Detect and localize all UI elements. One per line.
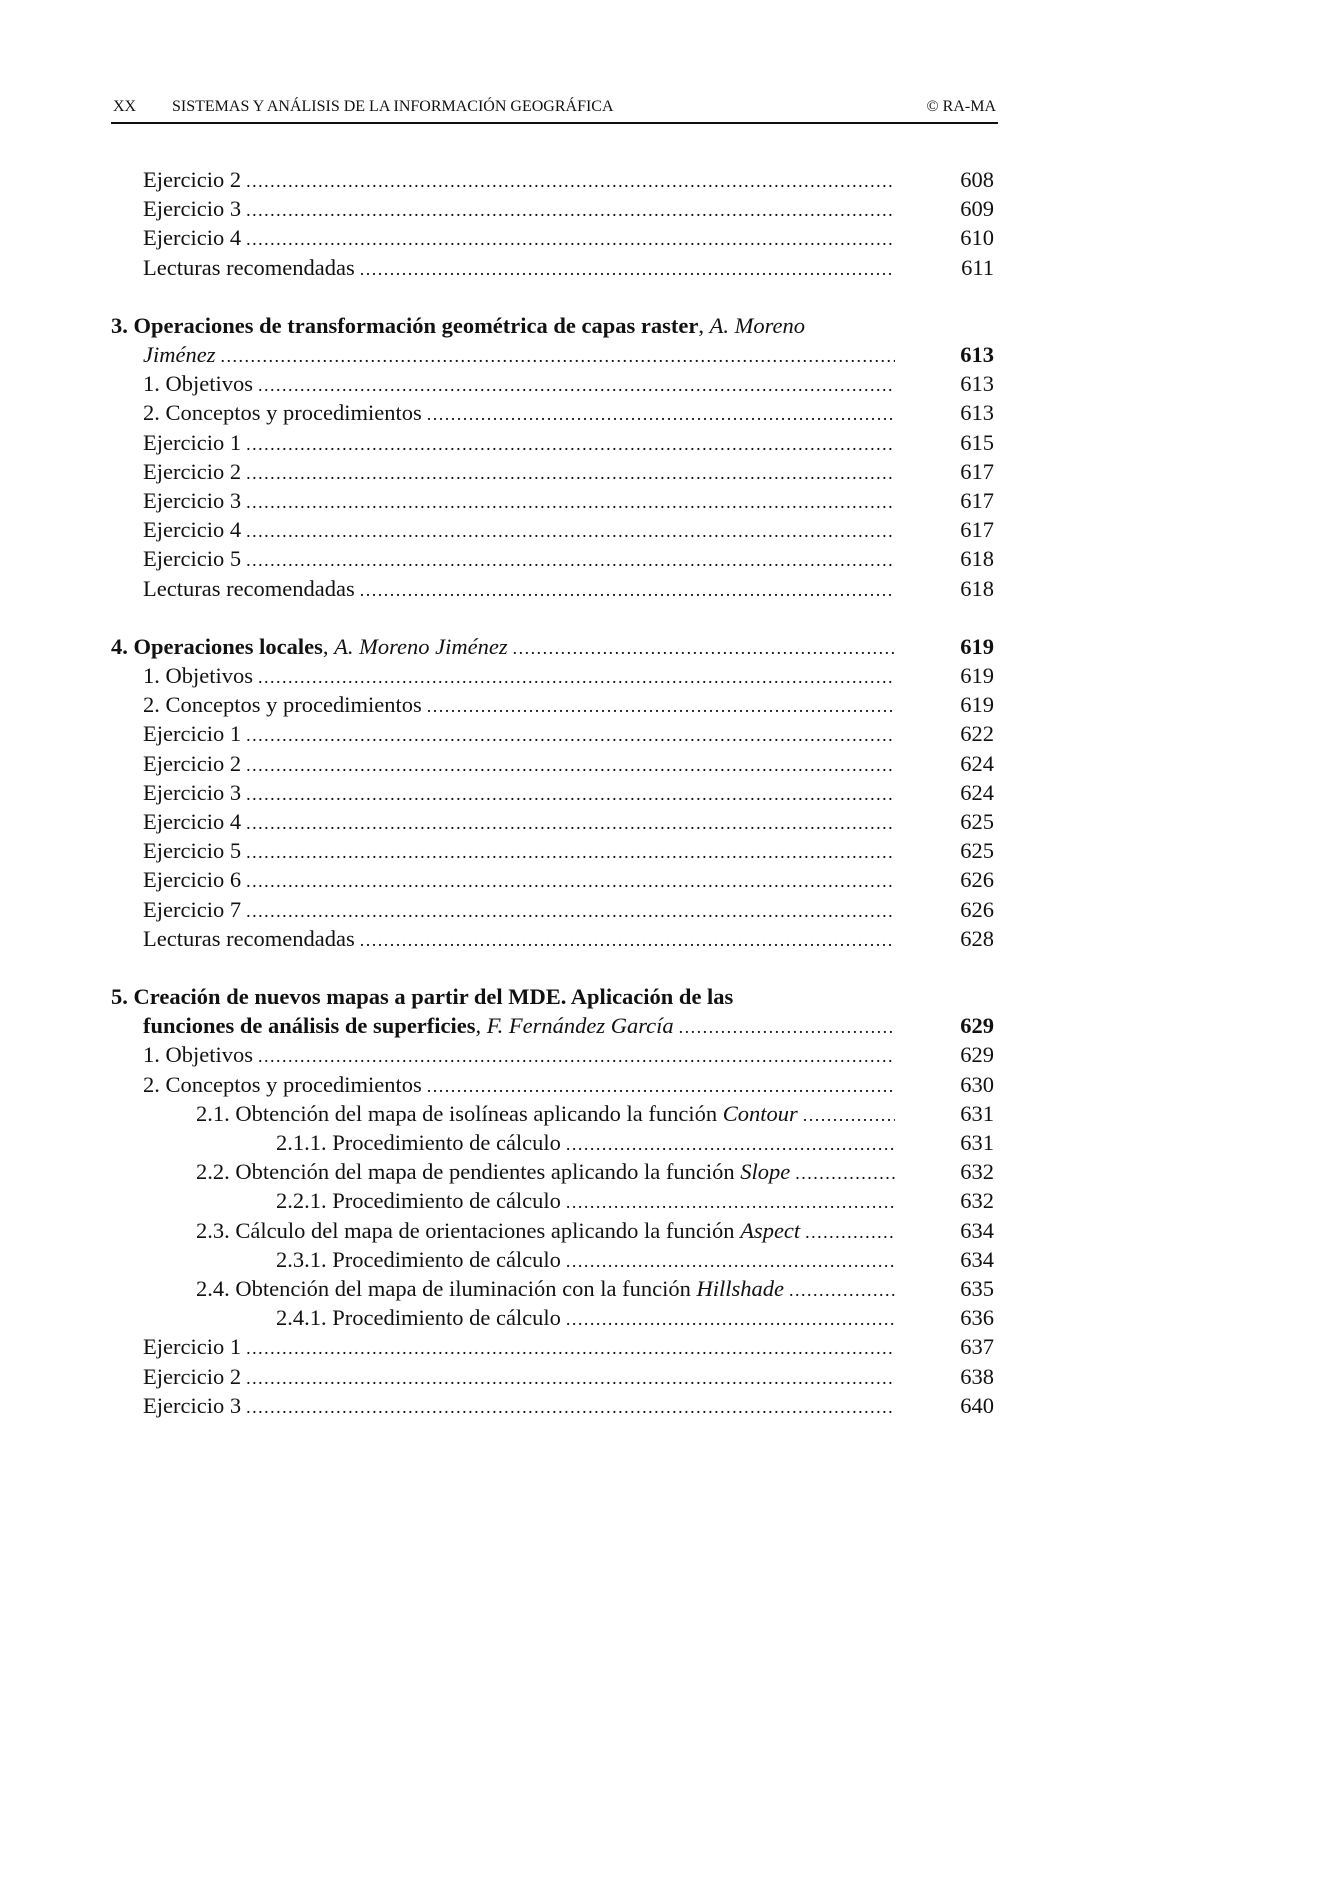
toc-entry-label (143, 223, 241, 252)
toc-line (0, 1303, 1100, 1332)
toc-entry-text: 2.3.1. Procedimiento de cálculo (276, 1246, 561, 1272)
toc-entry-label (276, 1128, 561, 1157)
toc-line (0, 1245, 1100, 1274)
toc-leader-dots (566, 1305, 895, 1334)
toc-line (0, 253, 1100, 282)
toc-page-number: 617 (960, 517, 994, 543)
toc-entry-label (143, 165, 241, 194)
toc-entry-text: Ejercicio 4 (143, 225, 242, 251)
toc-leader-dots (246, 780, 895, 809)
toc-entry-label (111, 982, 733, 1011)
toc-line (0, 1011, 1100, 1040)
toc-entry (143, 719, 895, 748)
toc-page-number: 619 (960, 663, 994, 688)
toc-line (0, 924, 1100, 953)
toc-line (0, 223, 1100, 252)
toc-entry-label (196, 1099, 798, 1128)
toc-entry-text: Ejercicio 1 (143, 1334, 242, 1360)
toc-entry (143, 1332, 895, 1361)
toc-line (0, 690, 1100, 719)
toc-entry-label (143, 719, 241, 748)
toc-line (0, 1216, 1100, 1245)
toc-entry (143, 895, 895, 924)
toc-entry (143, 1011, 895, 1040)
toc-line (0, 778, 1100, 807)
toc-leader-dots (566, 1247, 895, 1276)
toc-entry (111, 982, 895, 1011)
toc-entry (143, 807, 895, 836)
toc-page-number: 613 (960, 371, 994, 397)
toc-entry-text: Ejercicio 4 (143, 517, 242, 543)
toc-entry-text: Ejercicio 5 (143, 546, 242, 572)
toc-entry (143, 340, 895, 369)
toc-leader-dots (803, 1101, 895, 1130)
toc-leader-dots (246, 196, 895, 225)
chapter-author: F. Fernández García (486, 1013, 674, 1039)
toc-line (0, 165, 1100, 194)
toc-page-number: 632 (960, 1188, 994, 1214)
toc-entry-label: 3. Operaciones de transformación geométrica de capas raster, A. Moreno (111, 312, 806, 338)
toc-entry-label (143, 895, 241, 924)
toc-page-number: 609 (960, 196, 994, 222)
toc-page-number: 638 (960, 1363, 994, 1389)
toc-line (0, 632, 1100, 661)
toc-leader-dots (246, 838, 895, 867)
toc-page-number: 613 (960, 400, 994, 426)
toc-entry-text: 1. Objetivos (143, 1042, 253, 1068)
toc-line (0, 1099, 1100, 1128)
toc-entry-label (143, 340, 215, 369)
toc-entry (143, 223, 895, 252)
toc-entry-text: Ejercicio 2 (143, 1363, 242, 1389)
toc-entry-text: Ejercicio 3 (143, 488, 242, 513)
toc-entry-text: Ejercicio 2 (143, 167, 242, 192)
toc-page-number: 626 (960, 896, 994, 922)
toc-entry-text: 2.1. Obtención del mapa de isolíneas aplicando la función (196, 1100, 718, 1126)
toc-leader-dots (246, 517, 895, 546)
toc-entry-text: 2.3. Cálculo del mapa de orientaciones aplicando la función (196, 1217, 735, 1243)
toc-entry (196, 1157, 895, 1186)
toc-entry-label (143, 398, 422, 427)
toc-entry-label: funciones de análisis de superficies, F. Fernández García (143, 1013, 674, 1039)
toc-entry-function: Contour (722, 1100, 798, 1126)
toc-entry-function: Hillshade (696, 1276, 784, 1301)
toc-entry-label (196, 1274, 784, 1303)
toc-leader-dots (246, 1364, 895, 1393)
toc-line (0, 719, 1100, 748)
toc-entry (143, 1362, 895, 1391)
toc-line (0, 1040, 1100, 1069)
toc-line (0, 1362, 1100, 1391)
toc-line (0, 311, 1100, 340)
header-publisher: © RA-MA (926, 98, 996, 115)
toc-entry (143, 1040, 895, 1069)
toc-line (0, 486, 1100, 515)
toc-entry (143, 1391, 895, 1420)
toc-entry-text: Ejercicio 2 (143, 750, 242, 776)
toc-line (0, 1070, 1100, 1099)
toc-entry (143, 369, 895, 398)
toc-line (0, 895, 1100, 924)
toc-line (0, 1128, 1100, 1157)
toc-entry (196, 1274, 895, 1303)
toc-entry-label (143, 1040, 253, 1069)
chapter-author: Jiménez (143, 342, 216, 367)
toc-line (0, 574, 1100, 603)
chapter-title: Operaciones locales (133, 633, 323, 659)
toc-leader-dots (427, 400, 895, 429)
chapter-author: A. Moreno (709, 312, 806, 338)
toc-entry (143, 428, 895, 457)
toc-line (0, 749, 1100, 778)
toc-leader-dots (258, 663, 895, 692)
toc-entry-text: Ejercicio 3 (143, 196, 242, 222)
toc-leader-dots (789, 1276, 895, 1305)
toc-entry (143, 165, 895, 194)
toc-entry-label (143, 778, 241, 807)
toc-entry-text: Ejercicio 2 (143, 458, 242, 484)
toc-entry-text: Ejercicio 3 (143, 1392, 242, 1418)
toc-entry (196, 1216, 895, 1245)
toc-page-number: 625 (960, 809, 994, 834)
toc-entry-text: 2.1.1. Procedimiento de cálculo (276, 1130, 561, 1155)
toc-entry-label (276, 1303, 561, 1332)
toc-entry-text: Ejercicio 1 (143, 721, 242, 747)
toc-entry (276, 1245, 895, 1274)
toc-entry-label (143, 924, 355, 953)
toc-entry-text: Ejercicio 3 (143, 779, 242, 805)
toc-entry-text: Ejercicio 1 (143, 429, 242, 455)
toc-entry (143, 1070, 895, 1099)
toc-entry-text: 2.2.1. Procedimiento de cálculo (276, 1188, 561, 1214)
toc-line (0, 1157, 1100, 1186)
toc-entry-label (276, 1186, 561, 1215)
chapter-number: 4. (111, 633, 128, 659)
header-page-number: XX (113, 98, 137, 115)
toc-entry-function: Slope (740, 1159, 791, 1185)
toc-entry-text: 2. Conceptos y procedimientos (143, 1071, 422, 1097)
toc-entry-label (196, 1157, 790, 1186)
toc-entry (143, 661, 895, 690)
chapter-title-continued: funciones de análisis de superficies (143, 1013, 476, 1039)
toc-line (0, 1186, 1100, 1215)
toc-entry-label (143, 836, 241, 865)
toc-leader-dots (679, 1013, 895, 1042)
toc-leader-dots (566, 1188, 895, 1217)
toc-entry (143, 398, 895, 427)
toc-entry-text: 1. Objetivos (143, 371, 253, 397)
toc-entry (111, 632, 895, 661)
toc-entry (143, 515, 895, 544)
toc-page-number: 635 (960, 1276, 994, 1301)
toc-page-number: 619 (960, 692, 994, 718)
header-book-title: SISTEMAS Y ANÁLISIS DE LA INFORMACIÓN GEOGRÁFICA (172, 98, 614, 115)
toc-page-number: 629 (960, 1042, 994, 1068)
toc-entry (276, 1186, 895, 1215)
toc-leader-dots (427, 1072, 895, 1101)
toc-entry-text: 2. Conceptos y procedimientos (143, 400, 422, 426)
toc-leader-dots (246, 546, 895, 575)
toc-line (0, 807, 1100, 836)
toc-line (0, 1274, 1100, 1303)
toc-line (0, 982, 1100, 1011)
toc-entry (143, 749, 895, 778)
toc-page-number: 634 (960, 1246, 994, 1272)
toc-entry (143, 457, 895, 486)
toc-line (0, 865, 1100, 894)
toc-entry (143, 924, 895, 953)
toc-page-number: 624 (960, 750, 994, 776)
toc-page-number: 618 (960, 546, 994, 572)
toc-entry-label (143, 1391, 241, 1420)
toc-entry-label (143, 544, 241, 573)
toc-leader-dots (246, 721, 895, 750)
toc-leader-dots (246, 225, 895, 254)
toc-line (0, 398, 1100, 427)
toc-entry-label (143, 194, 241, 223)
toc-page-number: 634 (960, 1217, 994, 1243)
toc-entry-text: Lecturas recomendadas (143, 254, 355, 280)
toc-leader-dots (246, 167, 895, 196)
toc-page-number: 610 (960, 225, 994, 251)
toc-page-number: 631 (960, 1100, 994, 1126)
toc-page-number: 615 (960, 429, 994, 455)
toc-leader-dots (246, 430, 895, 459)
toc-entry (143, 544, 895, 573)
toc-leader-dots (513, 634, 895, 663)
toc-entry (143, 486, 895, 515)
toc-entry (143, 194, 895, 223)
toc-entry-text: Ejercicio 4 (143, 809, 242, 834)
toc-page-number: 613 (960, 342, 994, 367)
page-header (111, 96, 998, 124)
toc-page-number: 617 (960, 458, 994, 484)
toc-leader-dots (246, 867, 895, 896)
toc-entry (111, 311, 895, 340)
toc-leader-dots (360, 926, 895, 955)
toc-page-number: 608 (960, 167, 994, 192)
toc-entry-text: 2.2. Obtención del mapa de pendientes aplicando la función (196, 1159, 735, 1185)
toc-entry-label (143, 661, 253, 690)
toc-leader-dots (258, 371, 895, 400)
toc-entry-label (143, 749, 241, 778)
toc-leader-dots (246, 809, 895, 838)
toc-line (0, 428, 1100, 457)
chapter-title: Operaciones de transformación geométrica de capas raster (133, 312, 699, 338)
toc-entry (143, 778, 895, 807)
toc-page-number: 628 (960, 925, 994, 951)
toc-page-number: 611 (961, 254, 994, 280)
toc-line (0, 340, 1100, 369)
toc-entry-text: Lecturas recomendadas (143, 575, 355, 601)
toc-entry (143, 690, 895, 719)
toc-entry-text: 2. Conceptos y procedimientos (143, 692, 422, 718)
toc-page-number: 625 (960, 838, 994, 864)
toc-leader-dots (258, 1042, 895, 1071)
toc-leader-dots (220, 342, 895, 371)
toc-line (0, 1332, 1100, 1361)
toc-leader-dots (246, 488, 895, 517)
toc-entry-label (143, 1332, 241, 1361)
toc-entry-label (276, 1245, 561, 1274)
chapter-number: 5. (111, 984, 128, 1009)
toc-entry-text: Ejercicio 6 (143, 867, 242, 893)
toc-page-number: 617 (960, 488, 994, 513)
toc-entry-label (143, 253, 355, 282)
toc-entry-text: 2.4.1. Procedimiento de cálculo (276, 1305, 561, 1331)
toc-entry-text: Ejercicio 5 (143, 838, 242, 864)
toc-page-number: 637 (960, 1334, 994, 1360)
toc-entry-label (143, 369, 253, 398)
toc-page-number: 632 (960, 1159, 994, 1185)
toc-entry-label (143, 428, 241, 457)
toc-entry (276, 1128, 895, 1157)
chapter-title: Creación de nuevos mapas a partir del MDE. Aplicación de las (133, 984, 734, 1009)
toc-leader-dots (795, 1159, 895, 1188)
toc-entry (276, 1303, 895, 1332)
toc-entry-text: 2.4. Obtención del mapa de iluminación con la función (196, 1276, 691, 1301)
toc-page-number: 629 (960, 1013, 994, 1039)
toc-page-number: 622 (960, 721, 994, 747)
toc-entry-label (143, 486, 241, 515)
toc-leader-dots (427, 692, 895, 721)
toc-entry-label: 4. Operaciones locales, A. Moreno Jiménez (111, 633, 508, 659)
toc-entry (143, 253, 895, 282)
toc-entry-label (143, 515, 241, 544)
toc-leader-dots (566, 1130, 895, 1159)
toc-entry-label (143, 457, 241, 486)
toc-page-number: 624 (960, 779, 994, 805)
toc-entry-label (143, 690, 422, 719)
toc-leader-dots (246, 459, 895, 488)
toc-page-number: 640 (960, 1392, 994, 1418)
toc-line (0, 194, 1100, 223)
toc-leader-dots (360, 255, 895, 284)
toc-page-number: 626 (960, 867, 994, 893)
toc-leader-dots (360, 576, 895, 605)
toc-line (0, 544, 1100, 573)
toc-entry (143, 865, 895, 894)
toc-line (0, 661, 1100, 690)
chapter-number: 3. (111, 312, 128, 338)
toc-entry (143, 574, 895, 603)
toc-entry-label (143, 807, 241, 836)
toc-leader-dots (246, 897, 895, 926)
toc-page-number: 636 (960, 1305, 994, 1331)
toc-entry-label (143, 1362, 241, 1391)
toc-leader-dots (246, 751, 895, 780)
chapter-author: A. Moreno Jiménez (334, 633, 508, 659)
toc-entry-text: Ejercicio 7 (143, 896, 242, 922)
toc-leader-dots (805, 1218, 895, 1247)
toc-line (0, 1391, 1100, 1420)
toc-page-number: 630 (960, 1071, 994, 1097)
toc-entry-label (143, 1070, 422, 1099)
toc-entry-function: Aspect (740, 1217, 801, 1243)
toc-leader-dots (246, 1334, 895, 1363)
toc-line (0, 836, 1100, 865)
toc-entry-label (143, 574, 355, 603)
toc-entry-text: Lecturas recomendadas (143, 925, 355, 951)
toc-entry-label (196, 1216, 800, 1245)
toc-entry-label (143, 865, 241, 894)
toc-entry (196, 1099, 895, 1128)
toc-line (0, 515, 1100, 544)
toc-page-number: 619 (960, 633, 994, 659)
toc-page-number: 631 (960, 1130, 994, 1155)
toc-entry (143, 836, 895, 865)
toc-page-number: 618 (960, 575, 994, 601)
toc-entry-text: 1. Objetivos (143, 663, 253, 688)
toc-line (0, 457, 1100, 486)
toc-leader-dots (246, 1393, 895, 1422)
toc-line (0, 369, 1100, 398)
